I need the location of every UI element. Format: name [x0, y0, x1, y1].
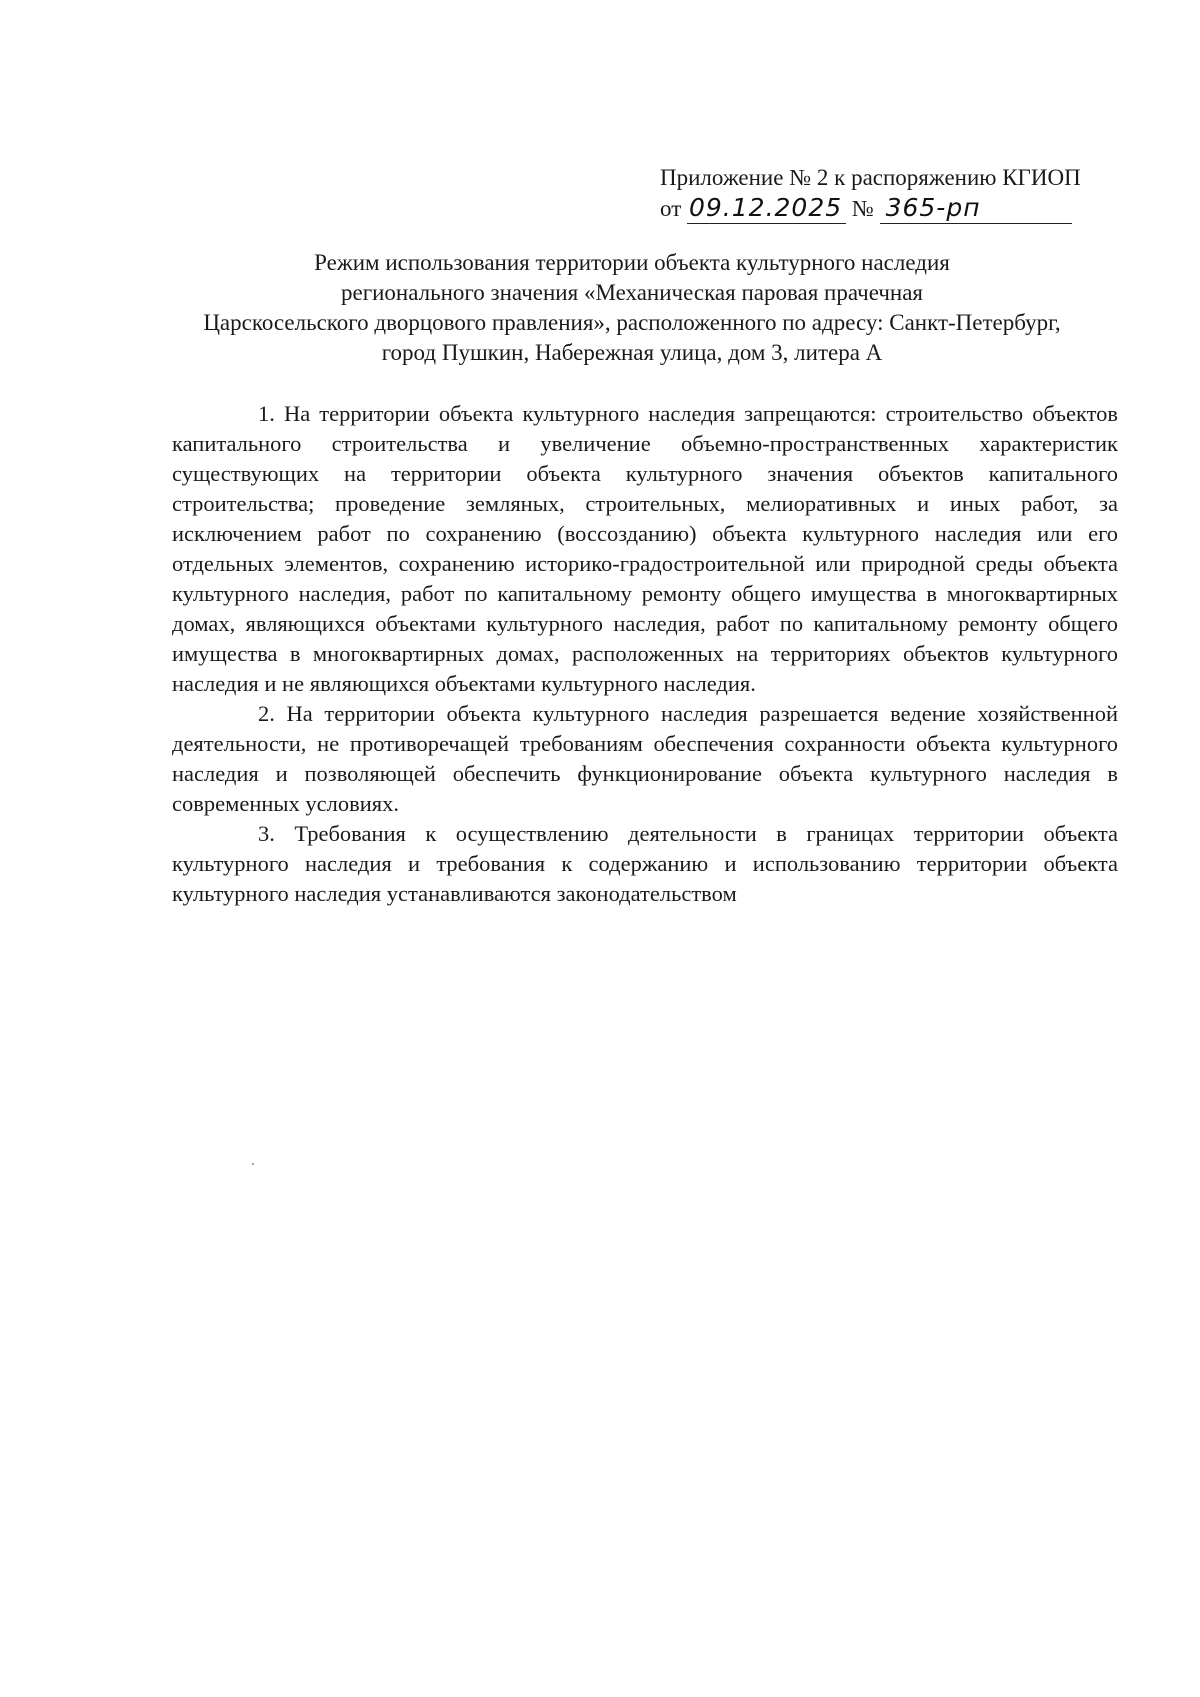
handwritten-number: 365-рп [880, 193, 1072, 224]
paragraph-3: 3. Требования к осуществлению деятельности в границах территории объекта культурного наследия и требования к содержанию и использованию территории объекта культурного наследия устанавливаются законодательством [172, 821, 1118, 906]
document-title [160, 248, 1104, 368]
scan-speck [252, 1163, 254, 1165]
appendix-title: Приложение № 2 к распоряжению КГИОП [660, 165, 1081, 190]
appendix-date-number-line [660, 193, 1120, 227]
document-body [172, 399, 1118, 909]
number-prefix: № [851, 196, 874, 221]
date-prefix: от [660, 196, 682, 221]
title-line: регионального значения «Механическая паровая прачечная [340, 280, 924, 305]
paragraph-1: 1. На территории объекта культурного наследия запрещаются: строительство объектов капитального строительства и увеличение объемно-пространственных характеристик существующих на территории объекта культурного значения объектов капитального строительства; проведение земляных, строительных, мелиоративных и иных работ, за исключением работ по сохранению (воссозданию) объекта культурного наследия или его отдельных элементов, сохранению историко-градостроительной или природной среды объекта культурного наследия, работ по капитальному ремонту общего имущества в многоквартирных домах, являющихся объектами культурного наследия, работ по капитальному ремонту общего имущества в многоквартирных домах, расположенных на территориях объектов культурного наследия и не являющихся объектами культурного наследия. [172, 401, 1118, 696]
title-line: Царскосельского дворцового правления», расположенного по адресу: Санкт-Петербург, [203, 310, 1061, 335]
paragraph-2: 2. На территории объекта культурного наследия разрешается ведение хозяйственной деятельности, не противоречащей требованиям обеспечения сохранности объекта культурного наследия и позволяющей обеспечить функционирование объекта культурного наследия в современных условиях. [172, 701, 1118, 816]
title-line: город Пушкин, Набережная улица, дом 3, литера А [381, 340, 883, 365]
appendix-header [660, 163, 1120, 227]
title-line: Режим использования территории объекта культурного наследия [314, 250, 950, 275]
handwritten-date: 09.12.2025 [687, 193, 846, 224]
